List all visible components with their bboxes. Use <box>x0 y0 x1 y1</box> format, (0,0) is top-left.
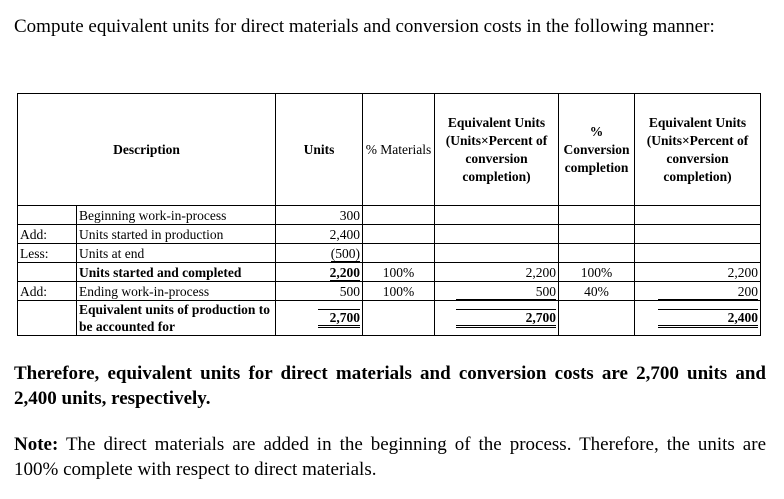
row-units: 2,200 <box>276 263 363 282</box>
table-row <box>18 263 761 282</box>
row-label: Add: <box>18 225 77 244</box>
row-label <box>18 263 77 282</box>
row-eu-materials <box>435 206 559 225</box>
header-eu-materials: Equivalent Units (Units×Percent of conversion completion) <box>435 94 559 206</box>
row-description: Equivalent units of production to be accounted for <box>77 301 276 336</box>
row-pct-conversion <box>559 206 635 225</box>
note-text: The direct materials are added in the beginning of the process. Therefore, the units are 100% complete with respect to direct materials. <box>14 434 766 480</box>
header-pct-conversion: % Conversion completion <box>559 94 635 206</box>
row-units: 500 <box>276 282 363 301</box>
row-eu-conversion <box>635 244 761 263</box>
row-pct-materials <box>363 225 435 244</box>
table-header-row <box>18 94 761 206</box>
row-pct-conversion: 100% <box>559 263 635 282</box>
row-eu-materials: 2,700 <box>435 301 559 336</box>
row-description: Units started and completed <box>77 263 276 282</box>
row-description: Ending work-in-process <box>77 282 276 301</box>
row-eu-conversion: 2,200 <box>635 263 761 282</box>
table-row <box>18 301 761 336</box>
table-row <box>18 225 761 244</box>
row-pct-conversion <box>559 244 635 263</box>
row-pct-conversion <box>559 225 635 244</box>
row-eu-materials: 500 <box>435 282 559 301</box>
row-eu-materials: 2,200 <box>435 263 559 282</box>
row-description: Units at end <box>77 244 276 263</box>
conclusion-paragraph: Therefore, equivalent units for direct materials and conversion costs are 2,700 units and 2,400 units, respectively. <box>14 363 766 409</box>
row-pct-conversion: 40% <box>559 282 635 301</box>
row-pct-materials: 100% <box>363 282 435 301</box>
row-eu-materials <box>435 244 559 263</box>
header-pct-materials: % Materials <box>363 94 435 206</box>
row-label <box>18 206 77 225</box>
intro-paragraph: Compute equivalent units for direct materials and conversion costs in the following manner: <box>14 16 715 37</box>
row-description: Units started in production <box>77 225 276 244</box>
row-pct-conversion <box>559 301 635 336</box>
header-eu-conversion: Equivalent Units (Units×Percent of conversion completion) <box>635 94 761 206</box>
row-description: Beginning work-in-process <box>77 206 276 225</box>
row-units: 2,400 <box>276 225 363 244</box>
note-label: Note: <box>14 434 59 455</box>
table-row <box>18 282 761 301</box>
row-eu-conversion <box>635 225 761 244</box>
table-row <box>18 206 761 225</box>
row-eu-conversion: 200 <box>635 282 761 301</box>
row-units: 300 <box>276 206 363 225</box>
row-units: (500) <box>276 244 363 263</box>
row-pct-materials <box>363 301 435 336</box>
table-row <box>18 244 761 263</box>
row-label <box>18 301 77 336</box>
note-paragraph <box>14 432 766 482</box>
row-pct-materials: 100% <box>363 263 435 282</box>
header-description: Description <box>18 94 276 206</box>
row-pct-materials <box>363 206 435 225</box>
row-eu-materials <box>435 225 559 244</box>
row-label: Less: <box>18 244 77 263</box>
row-eu-conversion: 2,400 <box>635 301 761 336</box>
row-units: 2,700 <box>276 301 363 336</box>
header-units: Units <box>276 94 363 206</box>
row-eu-conversion <box>635 206 761 225</box>
equivalent-units-table <box>17 93 761 336</box>
row-pct-materials <box>363 244 435 263</box>
row-label: Add: <box>18 282 77 301</box>
